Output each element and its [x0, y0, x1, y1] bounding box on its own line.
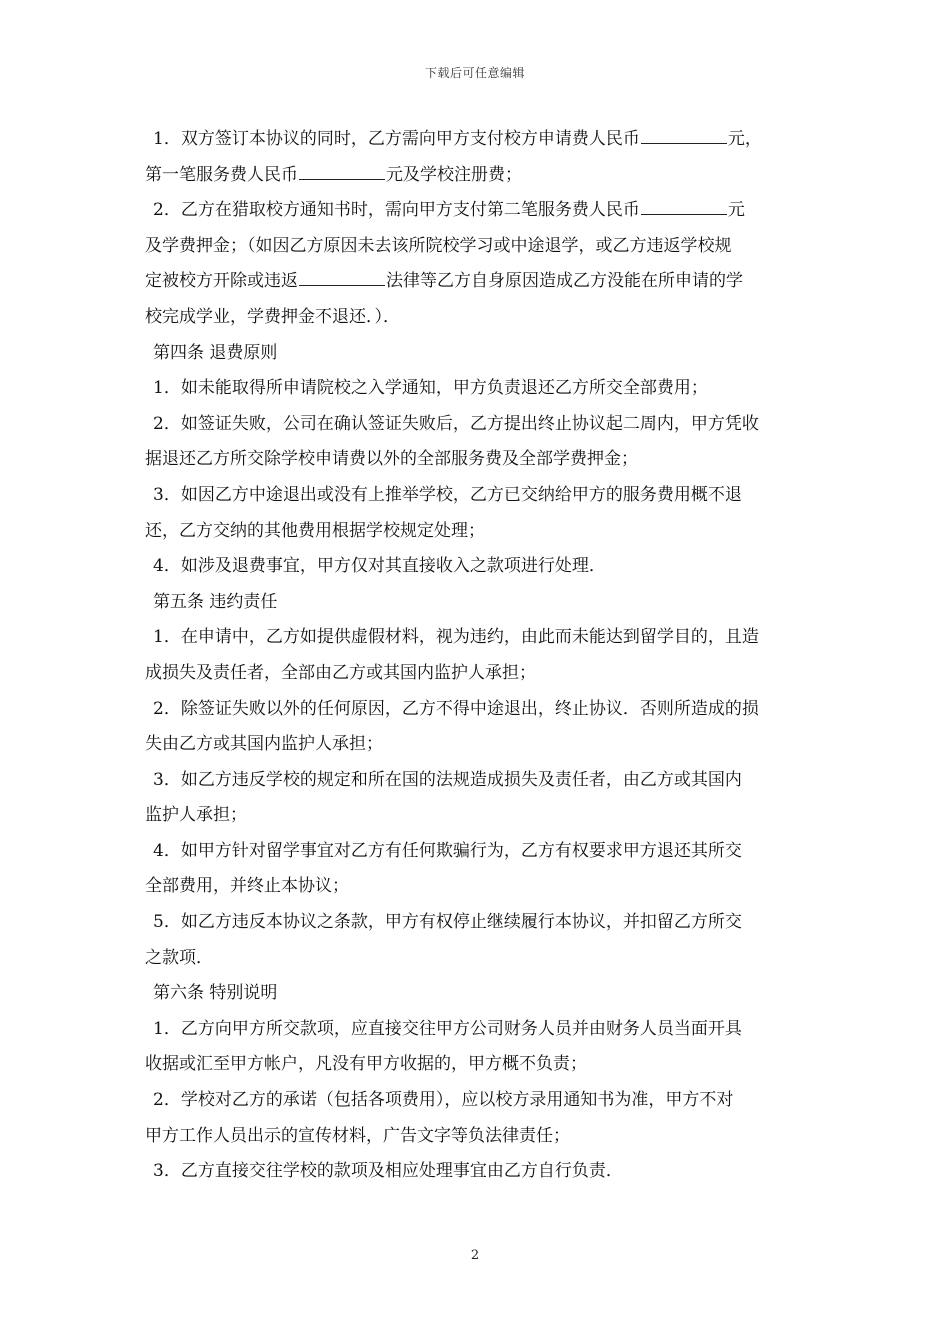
- clause-line: [145, 264, 809, 300]
- clause-line: [145, 122, 809, 158]
- clause-text: 元及学校注册费；: [386, 164, 522, 185]
- fill-in-blank[interactable]: [299, 264, 385, 286]
- clause-text: 元，: [727, 129, 762, 149]
- clause-text: 2．乙方在猎取校方通知书时，需向甲方支付第二笔服务费人民币: [153, 200, 640, 221]
- fill-in-blank[interactable]: [299, 158, 385, 180]
- clause-text: 元: [727, 200, 745, 221]
- section-title-5: 第五条 违约责任: [153, 591, 278, 612]
- clause-line: 4．如涉及退费事宜，甲方仅对其直接收入之款项进行处理．: [153, 556, 606, 577]
- clause-line: 1．如未能取得所申请院校之入学通知，甲方负责退还乙方所交全部费用；: [153, 378, 708, 399]
- section-title-4: 第四条 退费原则: [153, 342, 278, 363]
- clause-line: 之款项．: [145, 947, 213, 968]
- clause-text: 1．双方签订本协议的同时，乙方需向甲方支付校方申请费人民币: [153, 129, 640, 149]
- clause-line: 2．除签证失败以外的任何原因，乙方不得中途退出，终止协议．否则所造成的损: [153, 698, 759, 719]
- section-title-6: 第六条 特别说明: [153, 983, 278, 1004]
- clause-line: 成损失及责任者，全部由乙方或其国内监护人承担；: [145, 662, 536, 683]
- clause-line: 1．乙方向甲方所交款项，应直接交往甲方公司财务人员并由财务人员当面开具: [153, 1018, 742, 1039]
- clause-line: 失由乙方或其国内监护人承担；: [145, 734, 383, 755]
- clause-text: 法律等乙方自身原因造成乙方没能在所申请的学: [386, 271, 743, 292]
- clause-line: [145, 193, 809, 229]
- page-number: 2: [470, 1248, 480, 1263]
- clause-line: 4．如甲方针对留学事宜对乙方有任何欺骗行为，乙方有权要求甲方退还其所交: [153, 840, 742, 861]
- clause-text: 第一笔服务费人民币: [145, 164, 298, 185]
- clause-line: 2．如签证失败，公司在确认签证失败后，乙方提出终止协议起二周内，甲方凭收: [153, 413, 759, 434]
- clause-text: 定被校方开除或违返: [145, 271, 298, 292]
- fill-in-blank[interactable]: [641, 122, 727, 144]
- fill-in-blank[interactable]: [641, 193, 727, 215]
- clause-line: 收据或汇至甲方帐户，凡没有甲方收据的，甲方概不负责；: [145, 1054, 587, 1075]
- clause-line: 3．乙方直接交往学校的款项及相应处理事宜由乙方自行负责．: [153, 1161, 623, 1182]
- clause-line: 3．如乙方违反学校的规定和所在国的法规造成损失及责任者，由乙方或其国内: [153, 769, 742, 790]
- clause-line: 还，乙方交纳的其他费用根据学校规定处理；: [145, 520, 485, 541]
- clause-line: 监护人承担；: [145, 805, 247, 826]
- clause-line: 5．如乙方违反本协议之条款，甲方有权停止继续履行本协议，并扣留乙方所交: [153, 912, 742, 933]
- document-body: [145, 122, 809, 1190]
- clause-line: 2．学校对乙方的承诺（包括各项费用），应以校方录用通知书为准，甲方不对: [153, 1090, 734, 1111]
- clause-line: 甲方工作人员出示的宣传材料，广告文字等负法律责任；: [145, 1125, 570, 1146]
- clause-line: 校完成学业，学费押金不退还．）．: [145, 306, 400, 327]
- header-note: 下载后可任意编辑: [424, 66, 525, 80]
- clause-line: 及学费押金；（如因乙方原因未去该所院校学习或中途退学，或乙方违返学校规: [145, 235, 732, 256]
- clause-line: 全部费用，并终止本协议；: [145, 876, 349, 897]
- clause-line: 3．如因乙方中途退出或没有上推举学校，乙方已交纳给甲方的服务费用概不退: [153, 484, 742, 505]
- clause-line: [145, 158, 809, 194]
- clause-line: 1．在申请中，乙方如提供虚假材料，视为违约，由此而未能达到留学目的，且造: [153, 627, 759, 648]
- clause-line: 据退还乙方所交除学校申请费以外的全部服务费及全部学费押金；: [145, 449, 638, 470]
